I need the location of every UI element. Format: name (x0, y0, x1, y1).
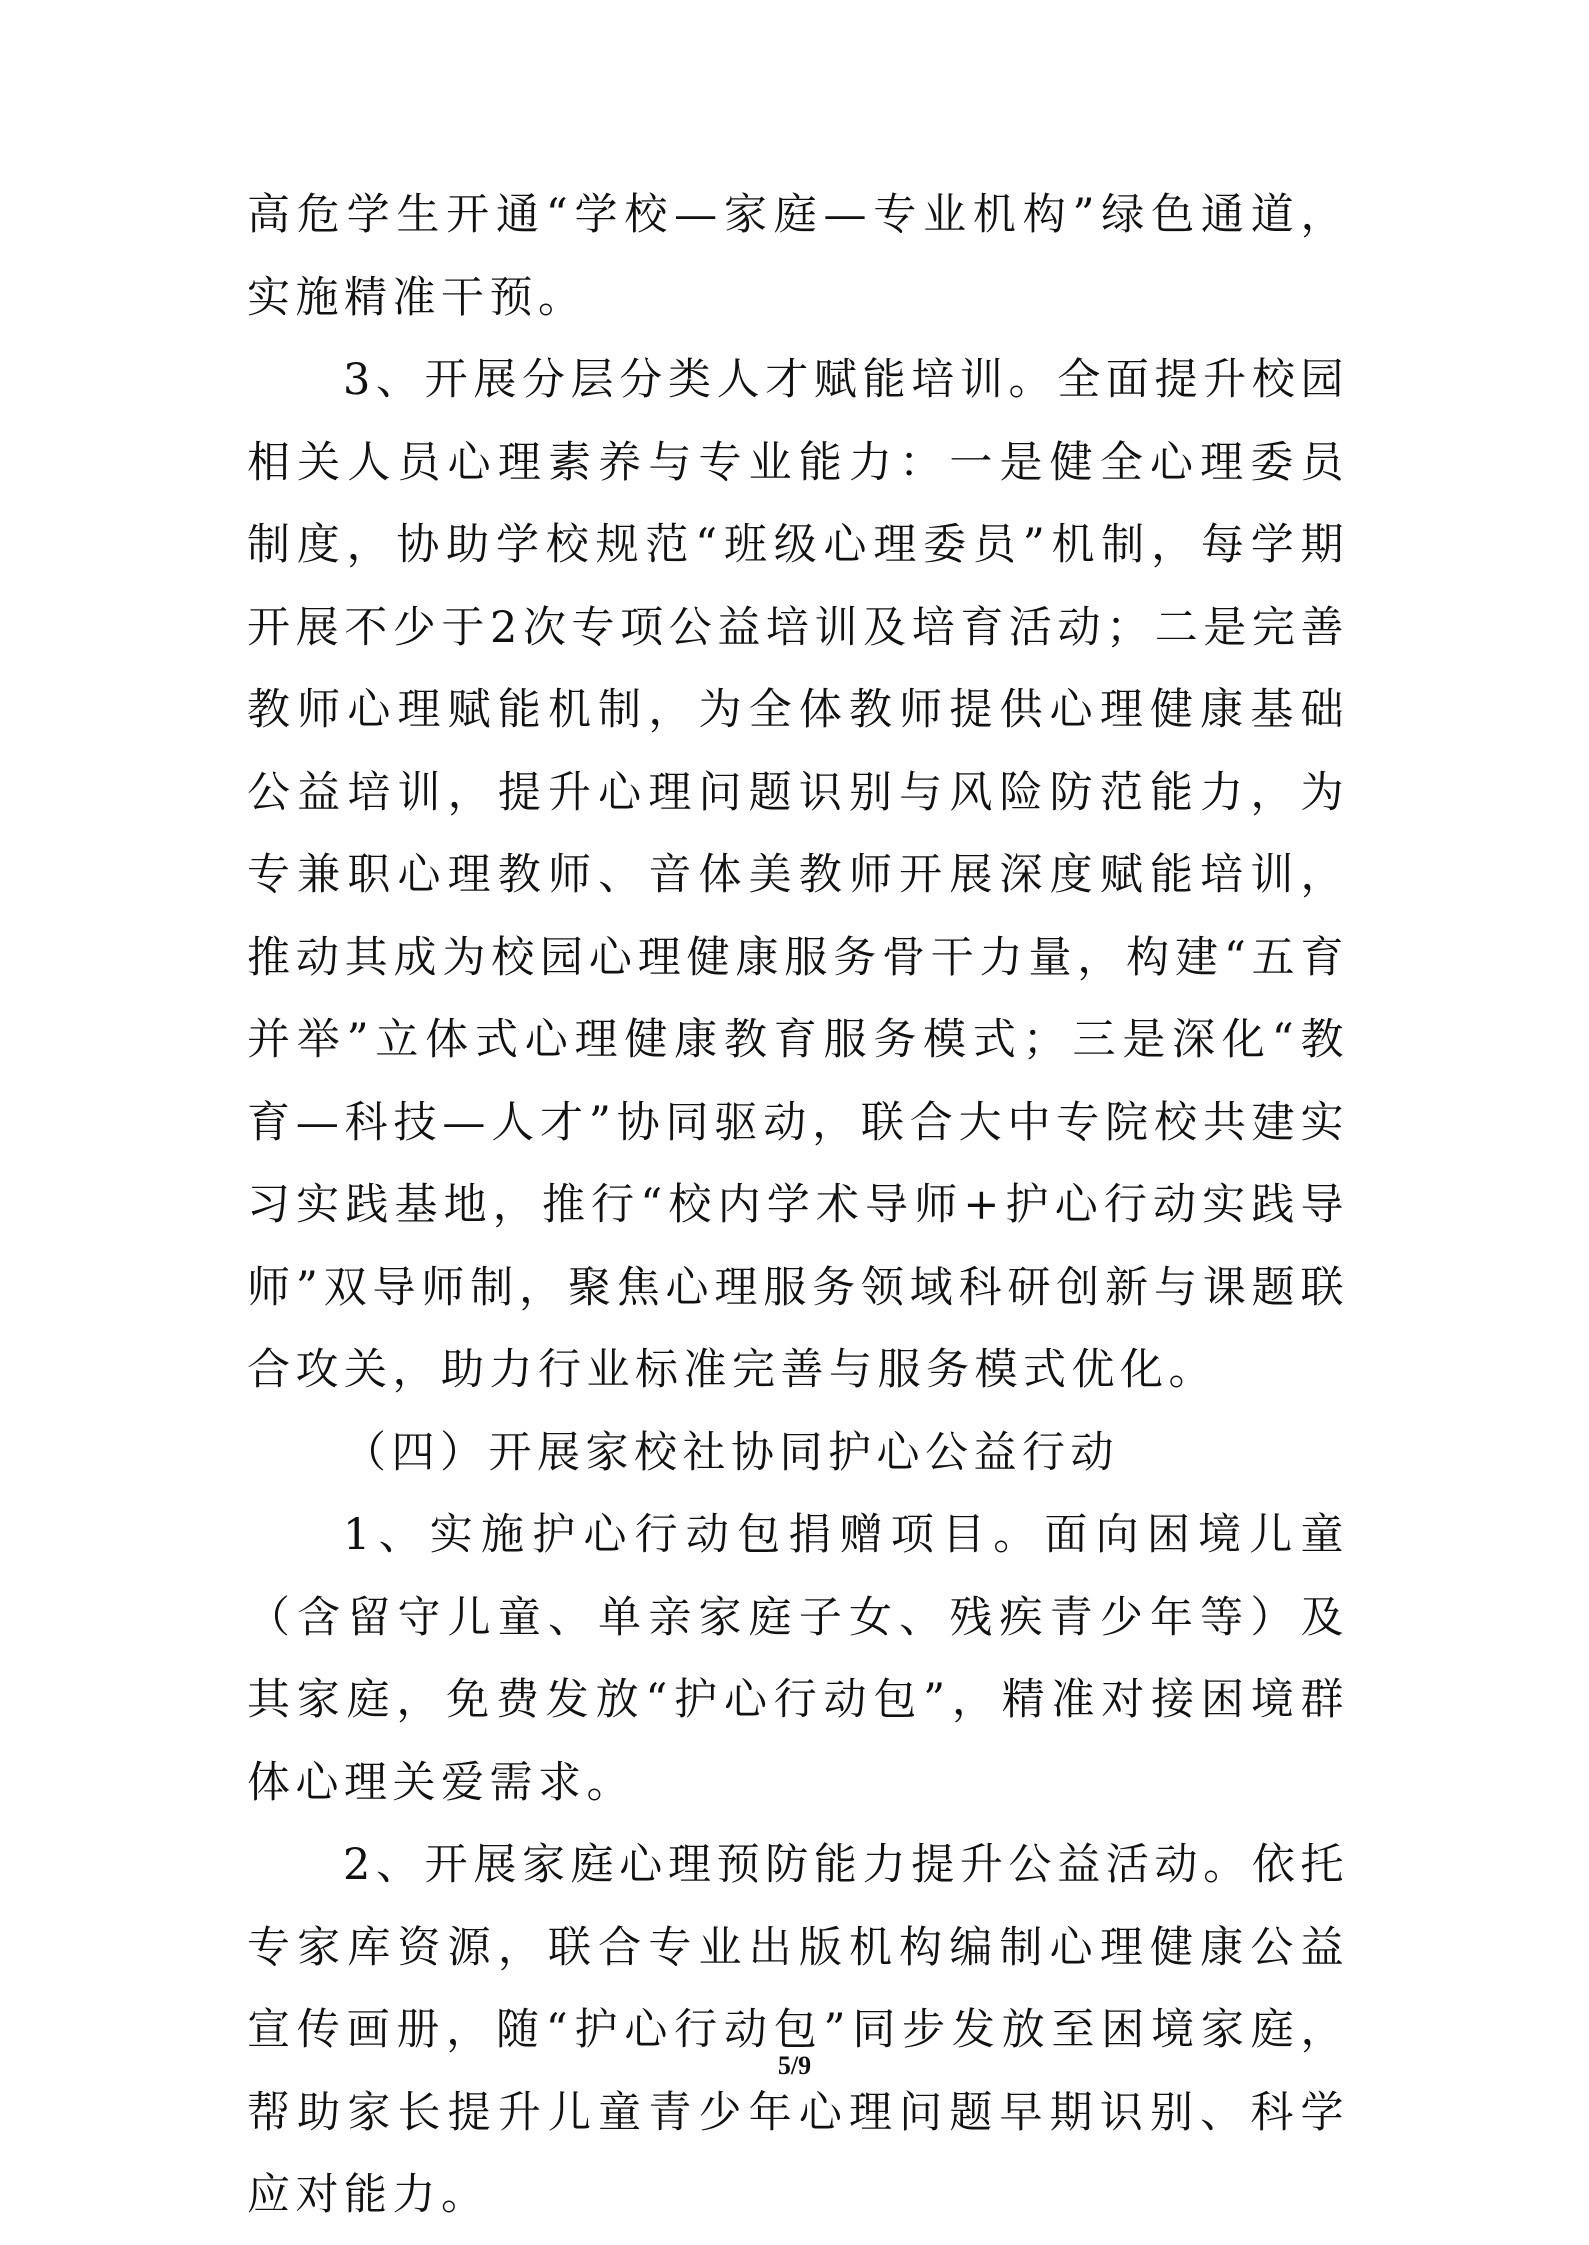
document-body (247, 174, 1349, 2237)
paragraph-continued: 高危学生开通“学校—家庭—专业机构”绿色通道，实施精准干预。 (247, 190, 1349, 323)
paragraph-family-prevention: 2、开展家庭心理预防能力提升公益活动。依托专家库资源，联合专业出版机构编制心理健康公益宣传画册，随“护心行动包”同步发放至困境家庭，帮助家长提升儿童青少年心理问题早期识别、科学应对能力。 (247, 1840, 1349, 2220)
paragraph-care-package: 1、实施护心行动包捐赠项目。面向困境儿童（含留守儿童、单亲家庭子女、残疾青少年等）及其家庭，免费发放“护心行动包”，精准对接困境群体心理关爱需求。 (247, 1510, 1349, 1808)
section-heading-four: （四）开展家校社协同护心公益行动 (343, 1427, 1119, 1478)
paragraph-talent-training: 3、开展分层分类人才赋能培训。全面提升校园相关人员心理素养与专业能力：一是健全心理委员制度，协助学校规范“班级心理委员”机制，每学期开展不少于2次专项公益培训及培育活动；二是完善教师心理赋能机制，为全体教师提供心理健康基础公益培训，提升心理问题识别与风险防范能力，为专兼职心理教师、音体美教师开展深度赋能培训，推动其成为校园心理健康服务骨干力量，构建“五育并举”立体式心理健康教育服务模式；三是深化“教育—科技—人才”协同驱动，联合大中专院校共建实习实践基地，推行“校内学术导师+护心行动实践导师”双导师制，聚焦心理服务领域科研创新与课题联合攻关，助力行业标准完善与服务模式优化。 (247, 355, 1349, 1395)
page-number: 5/9 (777, 2051, 812, 2080)
